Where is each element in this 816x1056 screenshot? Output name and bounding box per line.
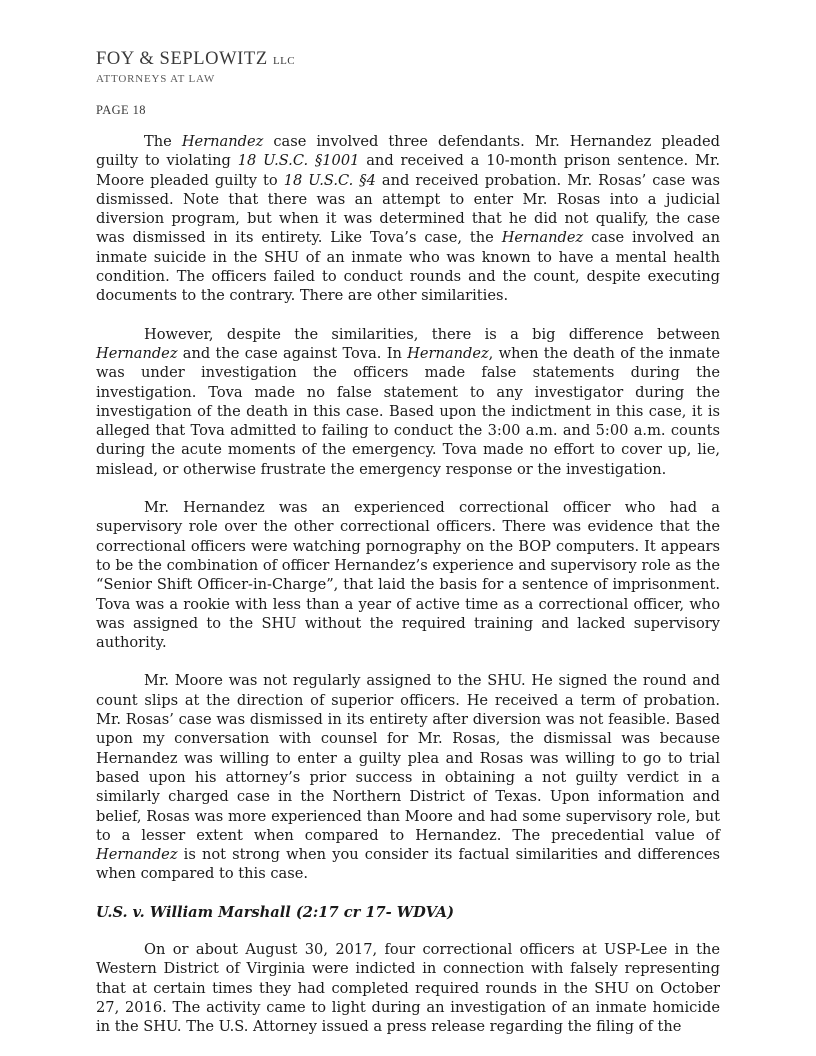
paragraph-moore-rosas: [96, 671, 720, 883]
text-run: and the case against Tova. In: [177, 344, 408, 362]
italic-case-name: Hernandez: [96, 846, 178, 864]
firm-suffix: LLC: [272, 55, 295, 67]
text-run: case involved three defendants. Mr. Hernandez pleaded guilty to violating: [96, 133, 720, 170]
paragraph-hernandez-role: Mr. Hernandez was an experienced correctional officer who had a supervisory role over the other correctional officers. There was evidence that the correctional officers were watching pornography on the BOP computers. It appears to be the combination of officer Hernandez’s experience and supervisory role as the “Senior Shift Officer-in-Charge”, that laid the basis for a sentence of imprisonment. Tova was a rookie with less than a year of active time as a correctional officer, who was assigned to the SHU without the required training and lacked supervisory authority.: [96, 499, 720, 652]
text-run: Mr. Moore was not regularly assigned to the SHU. He signed the round and count slips at the direction of superior officers. He received a term of probation. Mr. Rosas’ case was dismissed in its entirety after diversion was not feasible. Based upon my conversation with counsel for Mr. Rosas, the dismissal was because Hernandez was willing to enter a guilty plea and Rosas was willing to go to trial based upon his attorney’s prior success in obtaining a not guilty verdict in a similarly charged case in the Northern District of Texas. Upon information and belief, Rosas was more experienced than Moore and had some supervisory role, but to a lesser extent when compared to Hernandez. The precedential value of: [96, 672, 720, 844]
text-run: The: [144, 133, 182, 150]
italic-case-name: Hernandez: [407, 344, 489, 362]
italic-statute: 18 U.S.C. §4: [283, 171, 376, 189]
italic-case-name: Hernandez: [181, 133, 264, 150]
text-run: However, despite the similarities, there is a big difference between: [144, 325, 720, 343]
text-run: case involved an inmate suicide in the SHU of an inmate who was known to have a mental health condition. The officers failed to conduct rounds and the count, despite executing documents to the contrary. There are other similarities.: [96, 229, 720, 305]
page-number: PAGE 18: [96, 103, 146, 117]
firm-subtitle: ATTORNEYS AT LAW: [96, 73, 216, 85]
paragraph-differences: [96, 325, 720, 479]
italic-case-name: Hernandez: [501, 229, 584, 247]
text-run: and received a 10-month prison sentence. Mr. Moore pleaded guilty to: [96, 152, 720, 189]
paragraph-hernandez-overview: [96, 132, 720, 306]
firm-name: [96, 48, 720, 72]
firm-name-text: FOY & SEPLOWITZ: [96, 49, 268, 69]
text-run: , when the death of the inmate was under investigation the officers made false statements during the investigation. Tova made no false statement to any investigator during the investigation of the death in this case. Based upon the indictment in this case, it is alleged that Tova admitted to failing to conduct the 3:00 a.m. and 5:00 a.m. counts during the acute moments of the emergency. Tova made no effort to cover up, lie, mislead, or otherwise frustrate the emergency response or the investigation.: [96, 344, 720, 478]
text-run: is not strong when you consider its factual similarities and differences when compared to this case.: [96, 846, 720, 883]
italic-case-name: Hernandez: [96, 344, 178, 362]
document-page: [96, 48, 720, 1036]
paragraph-marshall: On or about August 30, 2017, four correctional officers at USP-Lee in the Western District of Virginia were indicted in connection with falsely representing that at certain times they had completed required rounds in the SHU on October 27, 2016. The activity came to light during an investigation of an inmate homicide in the SHU. The U.S. Attorney issued a press release regarding the filing of the: [96, 940, 720, 1036]
text-run: and received probation. Mr. Rosas’ case was dismissed. Note that there was an attempt to enter Mr. Rosas into a judicial diversion program, but when it was determined that he did not qualify, the case was dismissed in its entirety. Like Tova’s case, the: [96, 171, 720, 247]
italic-statute: 18 U.S.C. §1001: [237, 152, 360, 170]
section-heading-marshall: U.S. v. William Marshall (2:17 cr 17- WDVA): [96, 903, 455, 921]
